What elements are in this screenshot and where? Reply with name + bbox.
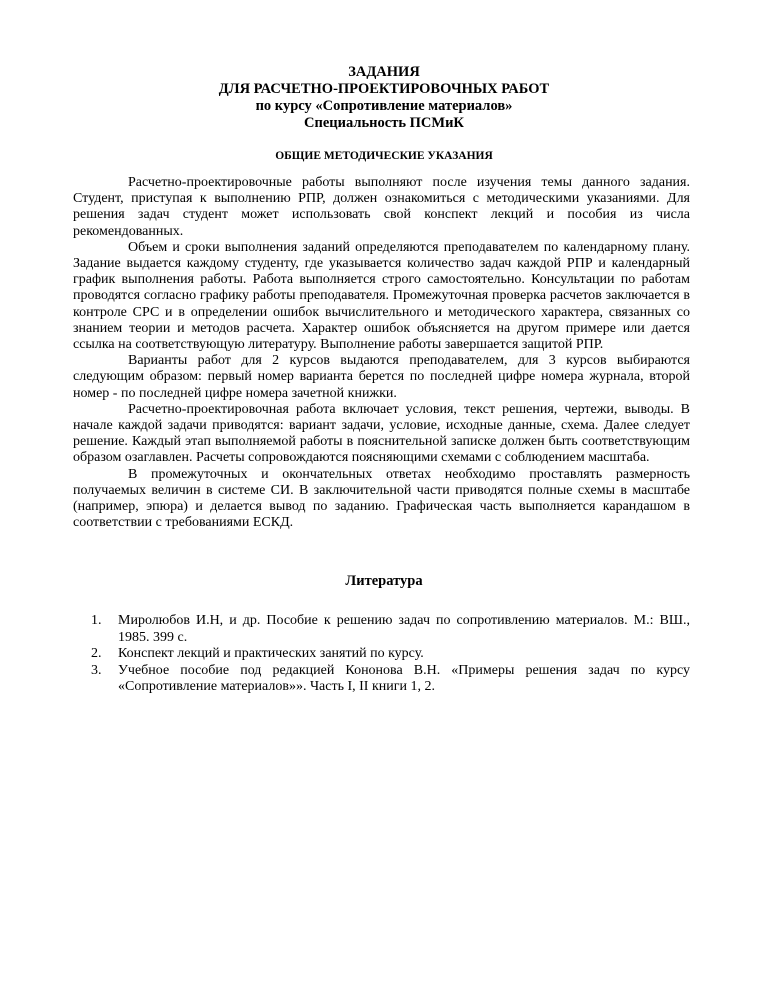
paragraph: Варианты работ для 2 курсов выдаются преподавателем, для 3 курсов выбираются следующим образом: первый номер варианта берется по последней цифре номера журнала, второй номер - по последней цифре номера зачетной книжки. [73, 353, 690, 401]
document-header [0, 64, 768, 132]
list-item [73, 646, 690, 663]
header-subtitle: ДЛЯ РАСЧЕТНО-ПРОЕКТИРОВОЧНЫХ РАБОТ [218, 81, 550, 97]
list-item [73, 613, 690, 646]
section-title: ОБЩИЕ МЕТОДИЧЕСКИЕ УКАЗАНИЯ [275, 150, 493, 162]
header-specialty: Специальность ПСМиК [304, 115, 464, 131]
list-item [73, 663, 690, 696]
literature-list [73, 613, 690, 696]
header-title: ЗАДАНИЯ [348, 64, 420, 80]
paragraph: Расчетно-проектировочные работы выполняют после изучения темы данного задания. Студент, приступая к выполнению РПР, должен ознакомиться с методическими указаниями. Для решения задач студент может использовать свой конспект лекций и пособия из числа рекомендованных. [73, 175, 690, 239]
paragraph: Объем и сроки выполнения заданий определяются преподавателем по календарному плану. Задание выдается каждому студенту, где указывается количество задач каждой РПР и календарный график выполнения работы. Работа выполняется строго самостоятельно. Консультации по работам проводятся согласно графику работы преподавателя. Промежуточная проверка расчетов заключается в контроле СРС и в определении ошибок вычислительного и методического характера, связанных со знанием теории и методов расчета. Характер ошибок объясняется на другом примере или дается ссылка на соответствующую литературу. Выполнение работы завершается защитой РПР. [73, 239, 690, 353]
paragraph: Расчетно-проектировочная работа включает условия, текст решения, чертежи, выводы. В начале каждой задачи приводятся: вариант задачи, условие, исходные данные, схема. Далее следует решение. Каждый этап выполняемой работы в пояснительной записке должен быть соответствующим образом озаглавлен. Расчеты сопровождаются поясняющими схемами с соблюдением масштаба. [73, 401, 690, 466]
header-course: по курсу «Сопротивление материалов» [255, 98, 513, 114]
list-item-text: Учебное пособие под редакцией Кононова В.Н. «Примеры решения задач по курсу «Сопротивление материалов»». Часть I, II книги 1, 2. [118, 662, 690, 694]
instructions-body [73, 175, 690, 531]
list-item-number: 2. [91, 646, 102, 661]
literature-title: Литература [345, 573, 423, 589]
list-item-number: 1. [91, 613, 102, 628]
list-item-number: 3. [91, 662, 102, 678]
list-item-text: Миролюбов И.Н, и др. Пособие к решению задач по сопротивлению материалов. М.: ВШ., 1985. 399 с. [118, 613, 690, 645]
paragraph: В промежуточных и окончательных ответах необходимо проставлять размерность получаемых величин в системе СИ. В заключительной части приводятся полные схемы в масштабе (например, эпюра) и делается вывод по заданию. Графическая часть выполняется карандашом в соответствии с требованиями ЕСКД. [73, 466, 690, 531]
list-item-text: Конспект лекций и практических занятий по курсу. [118, 646, 424, 661]
